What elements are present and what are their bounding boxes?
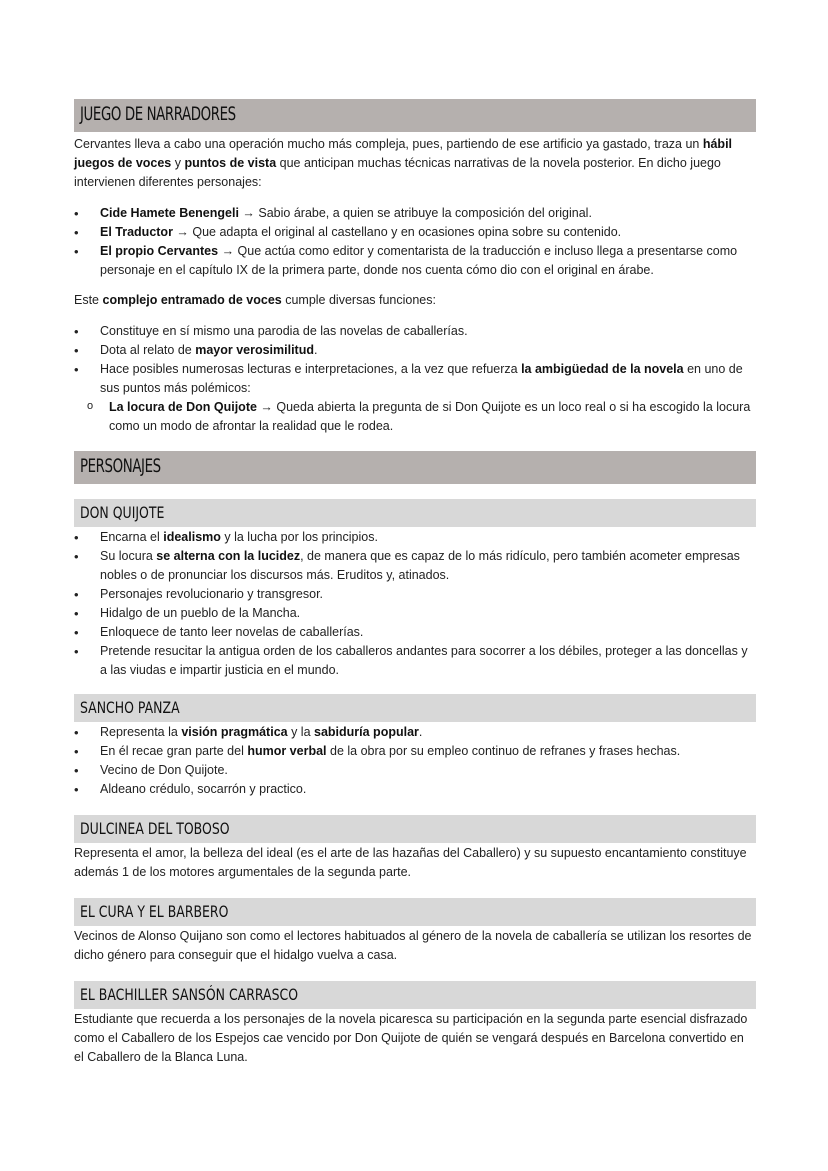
sanson-text: Estudiante que recuerda a los personajes de la novela picaresca su participación en la segunda parte esencial disfrazado como el Caballero de los Espejos cae vencido por Don Quijote de quién se vengará después en Barcelona convertido en el Caballero de la Blanca Luna.	[74, 1012, 748, 1064]
list-item: • Pretende resucitar la antigua orden de los caballeros andantes para socorrer a los débiles, proteger a las doncellas y a las viudas e impartir justicia en el mundo.	[74, 642, 756, 680]
list-item: • Representa la visión pragmática y la sabiduría popular.	[74, 723, 756, 742]
list-item: • Personajes revolucionario y transgresor.	[74, 585, 756, 604]
list-item: • El propio Cervantes → Que actúa como editor y comentarista de la traducción e incluso llega a presentarse como personaje en el capítulo IX de la primera parte, donde nos cuenta cómo dio con el original en árabe.	[74, 242, 756, 280]
list-item: • Hidalgo de un pueblo de la Mancha.	[74, 604, 756, 623]
list-item: • Su locura se alterna con la lucidez, de manera que es capaz de lo más ridículo, pero también acometer empresas nobles o de pronunciar los discursos más. Eruditos y, atinados.	[74, 547, 756, 585]
funciones-list	[74, 322, 756, 398]
sancho-list	[74, 723, 756, 799]
narradores-para2: Este complejo entramado de voces cumple diversas funciones:	[74, 293, 436, 307]
list-item: • Enloquece de tanto leer novelas de caballerías.	[74, 623, 756, 642]
list-item: • Dota al relato de mayor verosimilitud.	[74, 341, 756, 360]
narradores-list	[74, 204, 756, 280]
list-item: • Encarna el idealismo y la lucha por los principios.	[74, 528, 756, 547]
list-item: o La locura de Don Quijote → Queda abierta la pregunta de si Don Quijote es un loco real o si ha escogido la locura como un modo de afrontar la realidad que le rodea.	[74, 398, 756, 436]
list-item: • Hace posibles numerosas lecturas e interpretaciones, a la vez que refuerza la ambigüedad de la novela en uno de sus puntos más polémicos:	[74, 360, 756, 398]
dulcinea-text: Representa el amor, la belleza del ideal (es el arte de las hazañas del Caballero) y su supuesto encantamiento constituye además 1 de los motores argumentales de la segunda parte.	[74, 846, 747, 879]
quijote-list	[74, 528, 756, 680]
funciones-sublist	[74, 398, 756, 436]
list-item: • Aldeano crédulo, socarrón y practico.	[74, 780, 756, 799]
subheading-dulcinea: DULCINEA DEL TOBOSO	[74, 815, 756, 843]
subheading-sancho-panza: SANCHO PANZA	[74, 694, 756, 722]
narradores-intro: Cervantes lleva a cabo una operación mucho más compleja, pues, partiendo de ese artificio ya gastado, traza un hábil juegos de voces y puntos de vista que anticipan muchas técnicas narrativas de la novela posterior. En dicho juego intervienen diferentes personajes:	[74, 137, 733, 189]
list-item: • Cide Hamete Benengeli → Sabio árabe, a quien se atribuye la composición del original.	[74, 204, 756, 223]
list-item: • Vecino de Don Quijote.	[74, 761, 756, 780]
section-heading-juego-de-narradores: JUEGO DE NARRADORES	[74, 99, 756, 132]
list-item: • En él recae gran parte del humor verbal de la obra por su empleo continuo de refranes y frases hechas.	[74, 742, 756, 761]
cura-text: Vecinos de Alonso Quijano son como el lectores habituados al género de la novela de caballería se utilizan los resortes de dicho género para conseguir que el hidalgo vuelva a casa.	[74, 929, 752, 962]
section-heading-personajes: PERSONAJES	[74, 451, 756, 484]
list-item: • El Traductor → Que adapta el original al castellano y en ocasiones opina sobre su contenido.	[74, 223, 756, 242]
subheading-sanson-carrasco: EL BACHILLER SANSÓN CARRASCO	[74, 981, 756, 1009]
document-page	[74, 99, 756, 1067]
list-item: • Constituye en sí mismo una parodia de las novelas de caballerías.	[74, 322, 756, 341]
subheading-cura-barbero: EL CURA Y EL BARBERO	[74, 898, 756, 926]
subheading-don-quijote: DON QUIJOTE	[74, 499, 756, 527]
